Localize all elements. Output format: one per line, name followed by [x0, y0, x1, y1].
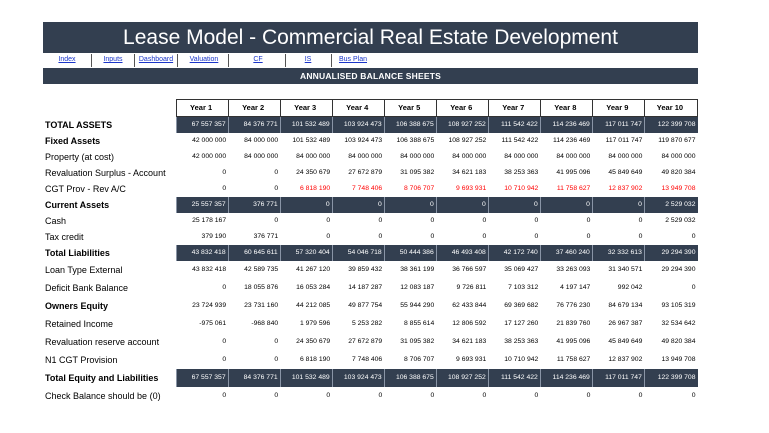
value-cell[interactable]: 32 534 642 — [661, 320, 696, 327]
value-cell[interactable]: 114 236 469 — [553, 137, 591, 144]
value-cell[interactable]: 38 361 199 — [400, 266, 435, 273]
table-row — [43, 351, 698, 369]
value-cell[interactable]: 54 046 718 — [332, 245, 384, 261]
section-title: ANNUALISED BALANCE SHEETS — [43, 68, 698, 84]
table-row — [43, 181, 698, 197]
value-cell[interactable]: 36 766 597 — [452, 266, 487, 273]
value-cell[interactable]: -975 061 — [199, 320, 227, 327]
nav-link-is[interactable]: IS — [304, 56, 312, 63]
value-cell[interactable]: 29 294 390 — [644, 245, 697, 261]
value-cell[interactable]: 12 806 592 — [452, 320, 487, 327]
value-cell[interactable]: 0 — [222, 185, 227, 192]
value-cell[interactable]: 25 557 357 — [176, 197, 228, 213]
value-cell[interactable]: 0 — [326, 392, 331, 399]
year-header-row — [43, 100, 698, 117]
table-row — [43, 133, 698, 149]
value-cell[interactable]: 0 — [592, 197, 644, 213]
value-cell[interactable]: 34 621 183 — [452, 169, 487, 176]
value-cell[interactable]: 0 — [482, 233, 487, 240]
value-cell[interactable]: 0 — [534, 392, 539, 399]
value-cell[interactable]: 0 — [274, 338, 279, 345]
value-cell[interactable]: 4 197 147 — [560, 284, 591, 291]
table-row — [43, 387, 698, 405]
table-row — [43, 229, 698, 245]
value-cell[interactable]: 67 557 357 — [176, 117, 228, 134]
value-cell[interactable]: 101 532 489 — [292, 137, 331, 144]
value-cell[interactable]: 117 011 747 — [592, 117, 644, 134]
value-cell[interactable]: 7 748 406 — [351, 356, 383, 363]
row-label: CGT Prov - Rev A/C — [45, 184, 126, 194]
value-cell[interactable]: 0 — [384, 197, 436, 213]
table-row — [43, 213, 698, 229]
value-cell[interactable]: 84 000 000 — [661, 153, 696, 160]
value-cell[interactable]: 0 — [430, 217, 435, 224]
value-cell[interactable]: 101 532 489 — [280, 369, 332, 387]
row-label: Revaluation reserve account — [45, 337, 160, 347]
value-cell[interactable]: 0 — [586, 233, 591, 240]
value-cell[interactable]: 12 083 187 — [400, 284, 435, 291]
value-cell[interactable]: 84 000 000 — [244, 137, 279, 144]
value-cell[interactable]: 55 944 290 — [400, 302, 435, 309]
value-cell[interactable]: 0 — [436, 197, 488, 213]
year-header: Year 10 — [644, 100, 697, 117]
value-cell[interactable]: 0 — [326, 233, 331, 240]
year-header: Year 1 — [176, 100, 228, 117]
value-cell[interactable]: 11 758 627 — [556, 356, 591, 363]
value-cell[interactable]: 0 — [638, 233, 643, 240]
value-cell[interactable]: 27 672 879 — [348, 338, 383, 345]
row-label: N1 CGT Provision — [45, 355, 118, 365]
value-cell[interactable]: 0 — [274, 356, 279, 363]
value-cell[interactable]: 0 — [280, 197, 332, 213]
value-cell[interactable]: 84 000 000 — [348, 153, 383, 160]
value-cell[interactable]: 38 253 363 — [504, 338, 539, 345]
value-cell[interactable]: 16 053 284 — [296, 284, 331, 291]
value-cell[interactable]: 108 927 252 — [448, 137, 487, 144]
row-label: TOTAL ASSETS — [43, 117, 176, 134]
value-cell[interactable]: 992 042 — [617, 284, 643, 291]
value-cell[interactable]: 0 — [638, 392, 643, 399]
value-cell[interactable]: 12 837 902 — [608, 356, 643, 363]
row-label: Revaluation Surplus - Account — [45, 168, 166, 178]
row-label: Property (at cost) — [45, 152, 115, 162]
value-cell[interactable]: 0 — [540, 197, 592, 213]
table-row — [43, 333, 698, 351]
value-cell[interactable]: 49 877 754 — [348, 302, 383, 309]
row-label: Retained Income — [45, 319, 114, 329]
value-cell[interactable]: 76 776 230 — [556, 302, 591, 309]
nav-divider — [285, 54, 286, 67]
value-cell[interactable]: 0 — [482, 392, 487, 399]
nav-link-valuation[interactable]: Valuation — [189, 56, 219, 63]
value-cell[interactable]: 42 000 000 — [192, 137, 227, 144]
value-cell[interactable]: 42 589 735 — [244, 266, 279, 273]
nav-divider — [228, 54, 229, 67]
value-cell[interactable]: 25 178 167 — [192, 217, 227, 224]
value-cell[interactable]: 0 — [691, 392, 696, 399]
value-cell[interactable]: 0 — [378, 233, 383, 240]
value-cell[interactable]: 84 000 000 — [296, 153, 331, 160]
value-cell[interactable]: 0 — [534, 233, 539, 240]
value-cell[interactable]: 0 — [586, 392, 591, 399]
value-cell[interactable]: 84 000 000 — [504, 153, 539, 160]
value-cell[interactable]: 0 — [222, 392, 227, 399]
value-cell[interactable]: 41 995 096 — [556, 169, 591, 176]
value-cell[interactable]: 9 693 931 — [456, 356, 487, 363]
value-cell[interactable]: 8 855 614 — [404, 320, 435, 327]
value-cell[interactable]: 6 818 190 — [299, 185, 331, 192]
value-cell[interactable]: 27 672 879 — [348, 169, 383, 176]
value-cell[interactable]: 122 399 708 — [644, 117, 697, 134]
value-cell[interactable]: 376 771 — [228, 197, 280, 213]
value-cell[interactable]: 0 — [430, 392, 435, 399]
table-row — [43, 149, 698, 165]
value-cell[interactable]: 31 340 571 — [608, 266, 643, 273]
value-cell[interactable]: 32 332 613 — [592, 245, 644, 261]
nav-link-bus-plan[interactable]: Bus Plan — [338, 56, 368, 63]
table-row — [43, 117, 698, 134]
value-cell[interactable]: 379 190 — [201, 233, 227, 240]
value-cell[interactable]: 111 542 422 — [488, 369, 540, 387]
value-cell[interactable]: 0 — [274, 392, 279, 399]
table-row — [43, 261, 698, 279]
value-cell[interactable]: 33 263 093 — [556, 266, 591, 273]
value-cell[interactable]: 49 820 384 — [661, 338, 696, 345]
year-header: Year 6 — [436, 100, 488, 117]
value-cell[interactable]: 0 — [222, 284, 227, 291]
value-cell[interactable]: 43 832 418 — [192, 266, 227, 273]
nav-link-dashboard[interactable]: Dashboard — [138, 56, 174, 63]
table-row — [43, 279, 698, 297]
value-cell[interactable]: 103 924 473 — [344, 137, 383, 144]
value-cell[interactable]: 24 350 679 — [296, 338, 331, 345]
value-cell[interactable]: 23 724 939 — [192, 302, 227, 309]
year-header: Year 9 — [592, 100, 644, 117]
balance-sheet-table — [43, 99, 698, 405]
year-header: Year 7 — [488, 100, 540, 117]
value-cell[interactable]: 9 726 811 — [456, 284, 487, 291]
value-cell[interactable]: 111 542 422 — [501, 137, 539, 144]
value-cell[interactable]: 43 832 418 — [176, 245, 228, 261]
value-cell[interactable]: 2 529 032 — [644, 197, 697, 213]
value-cell[interactable]: 114 236 469 — [540, 117, 592, 134]
year-header: Year 8 — [540, 100, 592, 117]
value-cell[interactable]: 57 320 404 — [280, 245, 332, 261]
value-cell[interactable]: 117 011 747 — [605, 137, 643, 144]
value-cell[interactable]: 69 369 682 — [504, 302, 539, 309]
value-cell[interactable]: 84 000 000 — [452, 153, 487, 160]
value-cell[interactable]: 122 399 708 — [644, 369, 697, 387]
nav-divider — [177, 54, 178, 67]
value-cell[interactable]: 13 949 708 — [661, 185, 696, 192]
value-cell[interactable]: 0 — [222, 338, 227, 345]
value-cell[interactable]: 84 000 000 — [244, 153, 279, 160]
value-cell[interactable]: 0 — [274, 169, 279, 176]
value-cell[interactable]: 37 460 240 — [540, 245, 592, 261]
value-cell[interactable]: 0 — [430, 233, 435, 240]
value-cell[interactable]: 11 758 627 — [556, 185, 591, 192]
value-cell[interactable]: 45 849 649 — [608, 169, 643, 176]
value-cell[interactable]: 50 444 386 — [384, 245, 436, 261]
value-cell[interactable]: 44 212 085 — [296, 302, 331, 309]
table-row — [43, 245, 698, 261]
value-cell[interactable]: 8 706 707 — [404, 356, 435, 363]
value-cell[interactable]: 84 679 134 — [608, 302, 643, 309]
value-cell[interactable]: 39 859 432 — [348, 266, 383, 273]
value-cell[interactable]: 10 710 942 — [504, 185, 539, 192]
header-blank-cell — [43, 100, 176, 117]
value-cell[interactable]: 26 967 387 — [608, 320, 643, 327]
nav-link-cf[interactable]: CF — [253, 56, 263, 63]
table-row — [43, 315, 698, 333]
row-label: Loan Type External — [45, 265, 123, 275]
row-label: Deficit Bank Balance — [45, 283, 129, 293]
value-cell[interactable]: 103 924 473 — [332, 117, 384, 134]
value-cell[interactable]: 0 — [691, 233, 696, 240]
nav-divider — [91, 54, 92, 67]
value-cell[interactable]: 0 — [378, 392, 383, 399]
value-cell[interactable]: 7 748 406 — [351, 185, 383, 192]
value-cell[interactable]: 0 — [378, 217, 383, 224]
value-cell[interactable]: 38 253 363 — [504, 169, 539, 176]
value-cell[interactable]: 7 103 312 — [508, 284, 539, 291]
value-cell[interactable]: 60 645 611 — [228, 245, 280, 261]
value-cell[interactable]: 106 388 675 — [384, 117, 436, 134]
value-cell[interactable]: 0 — [274, 185, 279, 192]
value-cell[interactable]: 13 949 708 — [661, 356, 696, 363]
value-cell[interactable]: 41 995 096 — [556, 338, 591, 345]
value-cell[interactable]: 8 706 707 — [404, 185, 435, 192]
nav-divider — [331, 54, 332, 67]
row-label: Total Equity and Liabilities — [43, 369, 176, 387]
value-cell[interactable]: 0 — [222, 356, 227, 363]
value-cell[interactable]: 42 000 000 — [192, 153, 227, 160]
value-cell[interactable]: 23 731 160 — [244, 302, 279, 309]
value-cell[interactable]: 17 127 260 — [504, 320, 539, 327]
value-cell[interactable]: 0 — [222, 169, 227, 176]
year-header: Year 5 — [384, 100, 436, 117]
value-cell[interactable]: 24 350 679 — [296, 169, 331, 176]
value-cell[interactable]: 67 557 357 — [176, 369, 228, 387]
year-header: Year 4 — [332, 100, 384, 117]
value-cell[interactable]: -968 840 — [251, 320, 279, 327]
row-label: Owners Equity — [45, 301, 109, 311]
value-cell[interactable]: 84 000 000 — [556, 153, 591, 160]
value-cell[interactable]: 2 529 032 — [665, 217, 696, 224]
value-cell[interactable]: 41 267 120 — [296, 266, 331, 273]
value-cell[interactable]: 93 105 319 — [661, 302, 696, 309]
value-cell[interactable]: 12 837 902 — [608, 185, 643, 192]
value-cell[interactable]: 18 055 876 — [244, 284, 279, 291]
value-cell[interactable]: 101 532 489 — [280, 117, 332, 134]
value-cell[interactable]: 106 388 675 — [396, 137, 435, 144]
value-cell[interactable]: 45 849 649 — [608, 338, 643, 345]
value-cell[interactable]: 0 — [586, 217, 591, 224]
nav-link-index[interactable]: Index — [58, 56, 76, 63]
row-label: Current Assets — [43, 197, 176, 213]
value-cell[interactable]: 35 069 427 — [504, 266, 539, 273]
value-cell[interactable]: 6 818 190 — [299, 356, 331, 363]
table-row — [43, 165, 698, 181]
value-cell[interactable]: 84 376 771 — [228, 369, 280, 387]
value-cell[interactable]: 9 693 931 — [456, 185, 487, 192]
row-label: Check Balance should be (0) — [45, 391, 161, 401]
year-header: Year 2 — [228, 100, 280, 117]
value-cell[interactable]: 62 433 844 — [452, 302, 487, 309]
value-cell[interactable]: 106 388 675 — [384, 369, 436, 387]
value-cell[interactable]: 119 870 677 — [658, 137, 696, 144]
value-cell[interactable]: 0 — [326, 217, 331, 224]
row-label: Cash — [45, 216, 67, 226]
row-label: Total Liabilities — [43, 245, 176, 261]
table-row — [43, 369, 698, 387]
table-row — [43, 197, 698, 213]
value-cell[interactable]: 114 236 469 — [540, 369, 592, 387]
value-cell[interactable]: 111 542 422 — [488, 117, 540, 134]
page-title: Lease Model - Commercial Real Estate Development — [43, 22, 698, 53]
value-cell[interactable]: 376 771 — [253, 233, 279, 240]
value-cell[interactable]: 0 — [638, 217, 643, 224]
value-cell[interactable]: 108 927 252 — [436, 369, 488, 387]
value-cell[interactable]: 14 187 287 — [348, 284, 383, 291]
value-cell[interactable]: 1 979 596 — [299, 320, 331, 327]
value-cell[interactable]: 46 493 408 — [436, 245, 488, 261]
value-cell[interactable]: 42 172 740 — [488, 245, 540, 261]
value-cell[interactable]: 34 621 183 — [452, 338, 487, 345]
value-cell[interactable]: 103 924 473 — [332, 369, 384, 387]
value-cell[interactable]: 84 000 000 — [608, 153, 643, 160]
value-cell[interactable]: 84 376 771 — [228, 117, 280, 134]
nav-divider — [134, 54, 135, 67]
value-cell[interactable]: 0 — [488, 197, 540, 213]
value-cell[interactable]: 31 095 382 — [400, 338, 435, 345]
row-label: Tax credit — [45, 232, 84, 242]
value-cell[interactable]: 84 000 000 — [400, 153, 435, 160]
value-cell[interactable]: 5 253 282 — [351, 320, 383, 327]
nav-bar — [43, 54, 698, 67]
value-cell[interactable]: 0 — [534, 217, 539, 224]
value-cell[interactable]: 117 011 747 — [592, 369, 644, 387]
value-cell[interactable]: 0 — [691, 284, 696, 291]
value-cell[interactable]: 31 095 382 — [400, 169, 435, 176]
value-cell[interactable]: 0 — [482, 217, 487, 224]
value-cell[interactable]: 108 927 252 — [436, 117, 488, 134]
value-cell[interactable]: 10 710 942 — [504, 356, 539, 363]
value-cell[interactable]: 49 820 384 — [661, 169, 696, 176]
table-row — [43, 297, 698, 315]
value-cell[interactable]: 0 — [274, 217, 279, 224]
year-header: Year 3 — [280, 100, 332, 117]
value-cell[interactable]: 21 839 760 — [556, 320, 591, 327]
nav-link-inputs[interactable]: Inputs — [103, 56, 123, 63]
value-cell[interactable]: 29 294 390 — [661, 266, 696, 273]
row-label: Fixed Assets — [45, 136, 101, 146]
value-cell[interactable]: 0 — [332, 197, 384, 213]
